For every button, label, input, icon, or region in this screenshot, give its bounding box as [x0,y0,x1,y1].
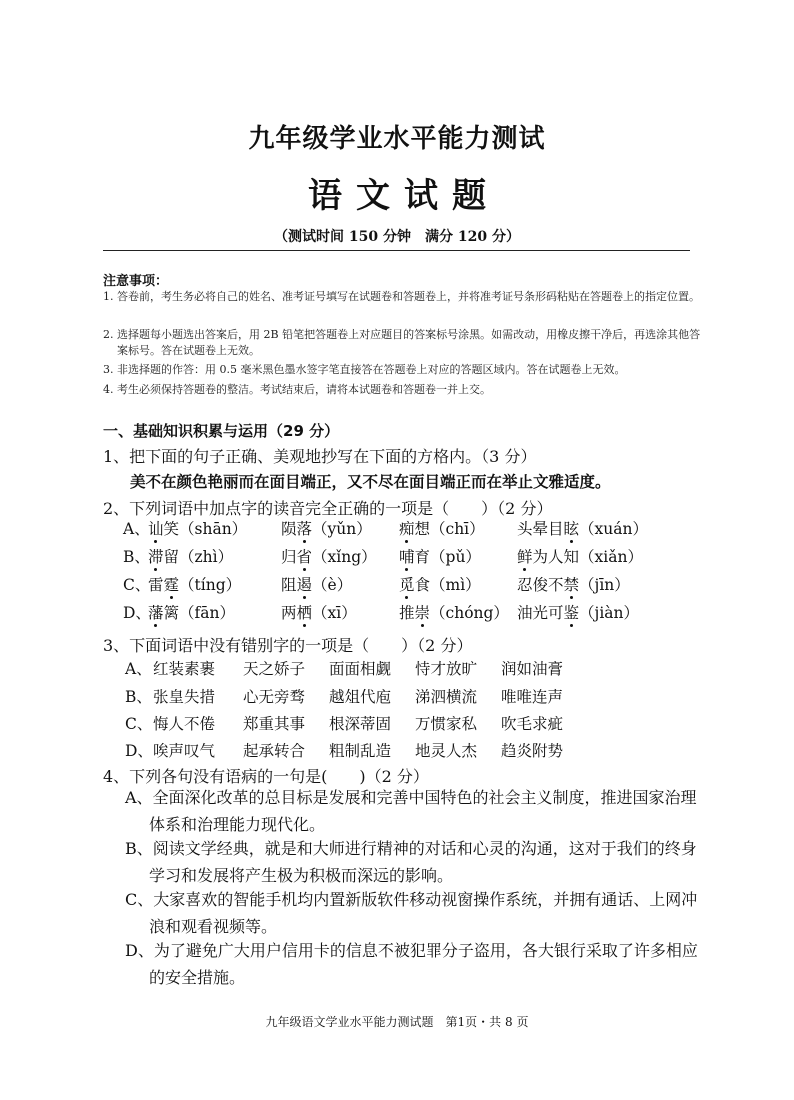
word-pinyin: （xǐng） [312,548,377,566]
option-word [148,601,235,623]
word-prefix: 忍俊不 [517,576,564,594]
question-4-option-b: B、阅读文学经典，就是和大师进行精神的对话和心灵的沟通，这对于我们的终身学习和发展将产生极为积极而深远的影响。 [125,839,697,885]
word-pinyin: 育（pǔ） [414,548,481,566]
option-word [399,601,509,623]
option-word: 粗制乱造 [329,742,392,760]
word-pinyin: 篱（fān） [163,604,235,622]
option-word [281,573,352,595]
option-label: D、 [123,604,151,622]
option-word: 恃才放旷 [415,660,478,678]
option-row [123,601,703,625]
option-label: A、 [125,660,152,678]
dotted-character: 哺 [399,545,415,567]
option-word [399,517,485,539]
word-prefix: 归 [281,548,297,566]
dotted-character: 滞 [148,545,164,567]
option-word [517,573,630,595]
option-row [125,712,705,736]
option-label: A、 [123,520,150,538]
subject-title: 语文试题 [308,176,500,216]
question-2-stem: 2、下列词语中加点字的读音完全正确的一项是（ ）（2 分） [103,499,553,518]
word-pinyin: 为人知（xiǎn） [532,548,643,566]
word-pinyin: 笑（shān） [163,520,248,538]
time-info: （测试时间 150 分钟 满分 120 分） [274,229,520,245]
word-pinyin: （chóng） [430,604,509,622]
header-divider [103,250,690,251]
option-word: 起承转合 [243,742,306,760]
dotted-character: 遏 [297,573,313,595]
option-label: C、 [123,576,151,594]
dotted-character: 省 [297,545,313,567]
option-label: B、 [125,688,152,706]
section-heading: 一、基础知识积累与运用（29 分） [103,422,340,440]
option-word [281,601,357,623]
word-pinyin: （tíng） [179,576,242,594]
question-4-stem: 4、下列各句没有语病的一句是( )（2 分） [103,767,429,786]
option-word [281,517,372,539]
option-word: 越俎代庖 [329,688,392,706]
option-word: 根深蒂固 [329,715,392,733]
option-word: 张皇失措 [153,688,216,706]
note-item: 2. 选择题每小题选出答案后，用 2B 铅笔把答题卷上对应题目的答案标号涂黑。如需改动，用橡皮擦干净后，再选涂其他答案标号。答在试题卷上无效。 [103,328,701,357]
option-word: 吹毛求疵 [501,715,564,733]
question-4-option-a: A、全面深化改革的总目标是发展和完善中国特色的社会主义制度，推进国家治理体系和治理能力现代化。 [125,788,697,834]
page-footer: 九年级语文学业水平能力测试题 第1页・共 8 页 [265,1015,529,1029]
dotted-character: 讪 [148,517,164,539]
question-1-stem: 1、把下面的句子正确、美观地抄写在下面的方格内。（3 分） [103,447,537,466]
dotted-character: 落 [297,517,313,539]
option-word [148,573,241,595]
dotted-character: 鉴 [564,601,580,623]
notes-title: 注意事项： [103,274,169,289]
dotted-character: 鲜 [517,545,533,567]
dotted-character: 觅 [399,573,415,595]
word-pinyin: 留（zhì） [163,548,234,566]
option-word: 唯唯连声 [501,688,564,706]
option-word: 唉声叹气 [153,742,216,760]
word-prefix: 油光可 [517,604,564,622]
option-word: 面面相觑 [329,660,392,678]
option-word [517,517,648,539]
dotted-character: 藩 [148,601,164,623]
option-row [123,545,703,569]
option-word: 润如油膏 [501,660,564,678]
copy-sentence: 美不在颜色艳丽而在面目端正，又不尽在面目端正而在举止文雅适度。 [130,473,611,491]
option-word: 悔人不倦 [153,715,216,733]
option-row [125,739,705,763]
dotted-character: 栖 [297,601,313,623]
option-label: B、 [123,548,150,566]
word-pinyin: （yǔn） [312,520,372,538]
word-prefix: 阻 [281,576,297,594]
option-row [123,573,703,597]
option-row [125,657,705,681]
question-3-stem: 3、下面词语中没有错别字的一项是（ ）（2 分） [103,636,473,655]
option-word [148,517,247,539]
note-item: 3. 非选择题的作答：用 0.5 毫米黑色墨水签字笔直接答在答题卷上对应的答题区域内。答在试题卷上无效。 [103,363,626,376]
exam-title: 九年级学业水平能力测试 [248,124,546,154]
option-word [148,545,233,567]
dotted-character: 禁 [564,573,580,595]
option-word: 万惯家私 [415,715,478,733]
word-pinyin: （xī） [312,604,357,622]
word-prefix: 陨 [281,520,297,538]
dotted-character: 崇 [415,601,431,623]
option-word: 涕泗横流 [415,688,478,706]
option-word [399,573,481,595]
word-pinyin: （jīn） [579,576,630,594]
word-pinyin: （xuán） [579,520,648,538]
option-word [281,545,377,567]
option-label: D、 [125,742,153,760]
dotted-character: 眩 [564,517,580,539]
word-prefix: 两 [281,604,297,622]
option-word: 地灵人杰 [415,742,478,760]
question-4-option-d: D、为了避免广大用户信用卡的信息不被犯罪分子盗用，各大银行采取了许多相应的安全措施。 [125,941,698,987]
option-label: C、 [125,715,153,733]
option-word: 红装素裹 [153,660,216,678]
word-prefix: 雷 [148,576,164,594]
question-4-option-c: C、大家喜欢的智能手机均内置新版软件移动视窗操作系统，并拥有通话、上网冲浪和观看视频等。 [125,890,698,936]
note-item: 4. 考生必须保持答题卷的整洁。考试结束后，请将本试题卷和答题卷一并上交。 [103,383,491,396]
note-item: 1. 答卷前，考生务必将自己的姓名、准考证号填写在试题卷和答题卷上，并将准考证号条形码粘贴在答题卷上的指定位置。 [103,290,700,303]
dotted-character: 霆 [164,573,180,595]
option-word: 趋炎附势 [501,742,564,760]
word-pinyin: 食（mì） [414,576,481,594]
word-pinyin: （è） [312,576,353,594]
dotted-character: 痴 [399,517,415,539]
option-word: 天之娇子 [243,660,306,678]
option-row [125,685,705,709]
option-word [399,545,481,567]
option-word [517,545,643,567]
option-word: 心无旁骛 [243,688,306,706]
option-row [123,517,703,541]
word-pinyin: （jiàn） [579,604,640,622]
word-prefix: 头晕目 [517,520,564,538]
option-word: 郑重其事 [243,715,306,733]
option-word [517,601,639,623]
word-prefix: 推 [399,604,415,622]
word-pinyin: 想（chī） [414,520,485,538]
